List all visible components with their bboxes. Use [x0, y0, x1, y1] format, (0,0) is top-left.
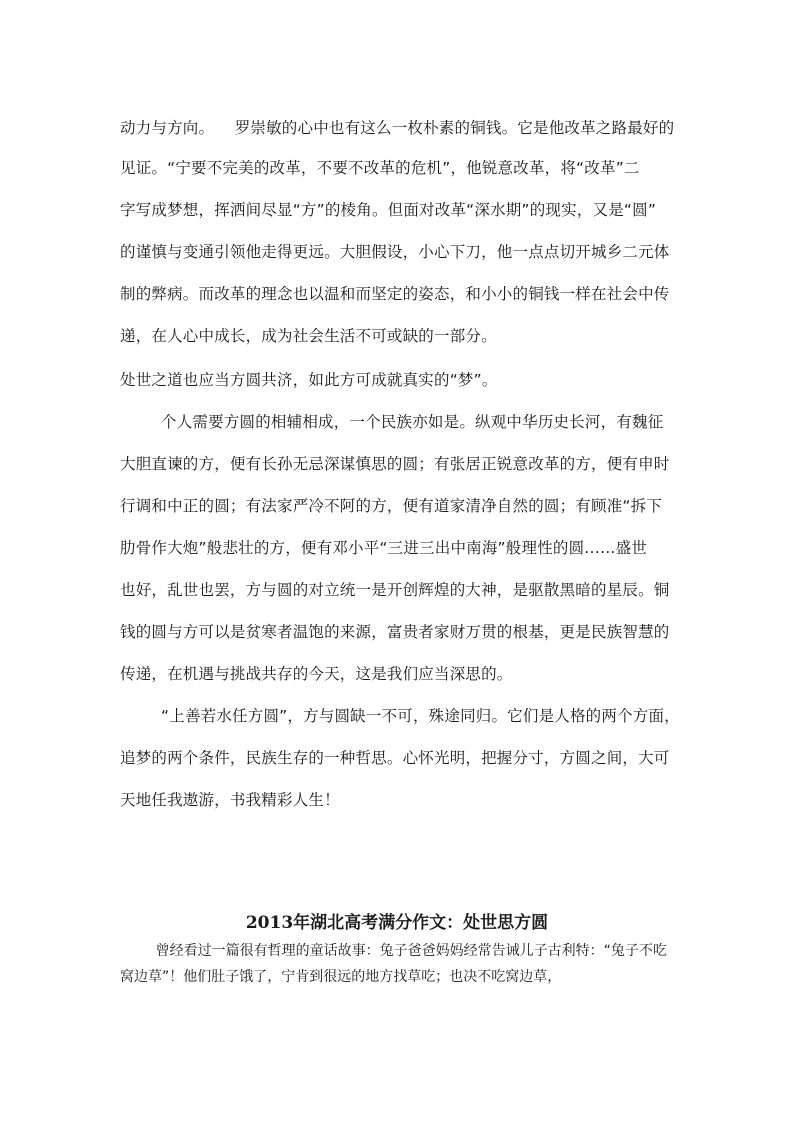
- body-line: 钱的圆与方可以是贫寒者温饱的来源，富贵者家财万贯的根基，更是民族智慧的: [120, 623, 670, 641]
- section-title: 2013年湖北高考满分作文：处世思方圆: [245, 913, 549, 933]
- body-line: 大胆直谏的方，便有长孙无忌深谋慎思的圆；有张居正锐意改革的方，便有申时: [120, 455, 670, 473]
- body-line: 肋骨作大炮”般悲壮的方，便有邓小平“三进三出中南海”般理性的圆……盛世: [120, 539, 648, 557]
- body-line: 字写成梦想，挥洒间尽显“方”的棱角。但面对改革“深水期”的现实，又是“圆”: [120, 201, 657, 219]
- body-line: 也好，乱世也罢，方与圆的对立统一是开创辉煌的大神，是驱散黑暗的星辰。铜: [120, 581, 670, 599]
- body-line: 的谨慎与变通引领他走得更远。大胆假设，小心下刀，他一点点切开城乡二元体: [120, 243, 670, 261]
- body-line: 见证。“宁要不完美的改革，不要不改革的危机”，他锐意改革，将“改革”二: [120, 159, 640, 177]
- body-line: “上善若水任方圆”，方与圆缺一不可，殊途同归。它们是人格的两个方面，: [120, 707, 680, 725]
- body-line: 制的弊病。而改革的理念也以温和而坚定的姿态，和小小的铜钱一样在社会中传: [120, 285, 670, 303]
- body-line: 行调和中正的圆；有法家严冷不阿的方，便有道家清净自然的圆；有顾准“拆下: [120, 497, 663, 515]
- body-line: 递，在人心中成长，成为社会生活不可或缺的一部分。: [120, 327, 497, 345]
- body-line: 追梦的两个条件，民族生存的一种哲思。心怀光明，把握分寸，方圆之间，大可: [120, 749, 670, 767]
- body-line: 天地任我遨游，书我精彩人生！: [120, 791, 340, 809]
- body-line: 传递，在机遇与挑战共存的今天，这是我们应当深思的。: [120, 665, 513, 683]
- body-line: 处世之道也应当方圆共济，如此方可成就真实的“梦”。: [120, 371, 498, 389]
- intro-line: 窝边草”！他们肚子饿了，宁肯到很远的地方找草吃；也决不吃窝边草，: [120, 969, 562, 985]
- intro-line: 曾经看过一篇很有哲理的童话故事：兔子爸爸妈妈经常告诫儿子古利特：“兔子不吃: [120, 943, 667, 959]
- body-line: 动力与方向。 罗崇敏的心中也有这么一枚朴素的铜钱。它是他改革之路最好的: [120, 119, 675, 137]
- body-line: 个人需要方圆的相辅相成，一个民族亦如是。纵观中华历史长河，有魏征: [120, 413, 664, 431]
